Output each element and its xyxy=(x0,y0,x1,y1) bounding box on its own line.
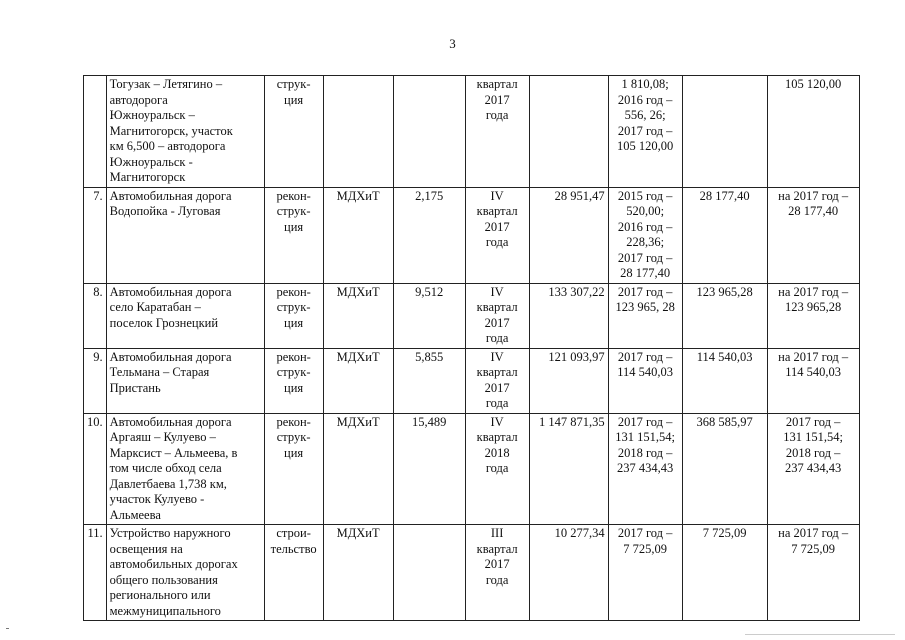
work-type-cell xyxy=(264,187,323,283)
length-km-cell xyxy=(393,413,465,525)
financing-by-year-line: 1 810,08; xyxy=(621,77,669,91)
completion-term-line: квартал xyxy=(476,430,518,444)
row-number: 9. xyxy=(93,349,103,364)
financing-volume-cell xyxy=(682,283,767,348)
planned-financing-line: на 2017 год – xyxy=(778,284,849,299)
work-type-line: струк- xyxy=(276,204,311,218)
object-name-cell xyxy=(106,76,264,188)
financing-volume: 114 540,03 xyxy=(696,349,753,364)
customer: МДХиТ xyxy=(336,414,380,429)
planned-financing-line: на 2017 год – xyxy=(778,188,849,203)
object-name-line: Тельмана – Старая xyxy=(109,365,210,379)
row-number: 7. xyxy=(93,188,103,203)
planned-financing-line: на 2017 год – xyxy=(778,526,849,540)
completion-term-line: квартал xyxy=(476,365,518,379)
work-type-line: струк- xyxy=(276,430,311,444)
financing-by-year-line: 237 434,43 xyxy=(617,461,674,475)
scan-mark xyxy=(745,634,895,635)
work-type-line: ция xyxy=(284,315,304,330)
object-name-line: Магнитогорск, участок xyxy=(109,123,233,138)
financing-volume-cell xyxy=(682,525,767,621)
completion-term-line: квартал xyxy=(476,541,518,556)
financing-by-year-cell xyxy=(608,76,682,188)
object-name-line: общего пользования xyxy=(109,572,218,587)
completion-term-line: года xyxy=(485,108,509,122)
row-number-cell xyxy=(84,413,107,525)
table-row xyxy=(84,348,860,413)
row-number: 10. xyxy=(87,414,103,429)
work-type-line: струк- xyxy=(276,300,311,314)
length-km: 5,855 xyxy=(415,349,444,364)
work-type-line: ция xyxy=(284,92,304,107)
planned-financing-cell xyxy=(767,348,859,413)
financing-volume-cell xyxy=(682,413,767,525)
table-row xyxy=(84,525,860,621)
financing-volume: 28 177,40 xyxy=(699,188,750,203)
customer-cell xyxy=(323,76,393,188)
object-name-cell xyxy=(106,283,264,348)
object-name-cell xyxy=(106,348,264,413)
completion-term-line: IV xyxy=(490,414,504,429)
financing-volume-cell xyxy=(682,187,767,283)
table-row xyxy=(84,283,860,348)
row-number-cell xyxy=(84,525,107,621)
planned-financing-cell xyxy=(767,76,859,188)
completion-term-cell xyxy=(465,187,529,283)
work-type-line: рекон- xyxy=(276,414,311,429)
estimated-cost: 133 307,22 xyxy=(548,284,605,299)
planned-financing-cell xyxy=(767,187,859,283)
estimated-cost-cell xyxy=(529,348,608,413)
objects-table xyxy=(83,75,860,621)
completion-term-line: квартал xyxy=(476,77,518,91)
completion-term-line: 2017 xyxy=(484,380,510,395)
completion-term-line: III xyxy=(490,526,504,540)
work-type-cell xyxy=(264,525,323,621)
object-name-line: Автомобильная дорога xyxy=(109,349,232,364)
financing-by-year-line: 2017 год – xyxy=(617,123,673,138)
object-name-cell xyxy=(106,413,264,525)
row-number-cell xyxy=(84,187,107,283)
object-name-line: Магнитогорск xyxy=(109,170,186,184)
object-name-line: том числе обход села xyxy=(109,461,222,475)
page-number: 3 xyxy=(449,36,456,51)
work-type-line: струк- xyxy=(276,77,311,91)
row-number-cell xyxy=(84,283,107,348)
financing-by-year-line: 2016 год – xyxy=(617,219,673,234)
length-km-cell xyxy=(393,187,465,283)
planned-financing-line: 123 965,28 xyxy=(785,300,842,314)
financing-volume-cell xyxy=(682,348,767,413)
work-type-line: ция xyxy=(284,219,304,234)
object-name-line: Пристань xyxy=(109,380,161,395)
estimated-cost-cell xyxy=(529,525,608,621)
customer: МДХиТ xyxy=(336,188,380,203)
object-name-line: Водопойка - Луговая xyxy=(109,204,221,218)
planned-financing-line: 28 177,40 xyxy=(788,204,839,218)
customer-cell xyxy=(323,187,393,283)
completion-term-line: IV xyxy=(490,188,504,203)
completion-term-line: 2017 xyxy=(484,315,510,330)
object-name-line: участок Кулуево - xyxy=(109,492,205,506)
length-km-cell xyxy=(393,283,465,348)
object-name-line: Автомобильная дорога xyxy=(109,414,232,429)
financing-by-year-line: 123 965, 28 xyxy=(615,300,675,314)
customer: МДХиТ xyxy=(336,284,380,299)
planned-financing-line: 105 120,00 xyxy=(785,77,842,91)
row-number-cell xyxy=(84,76,107,188)
work-type-line: рекон- xyxy=(276,349,311,364)
row-number-cell xyxy=(84,348,107,413)
estimated-cost: 1 147 871,35 xyxy=(539,414,605,429)
estimated-cost-cell xyxy=(529,187,608,283)
estimated-cost-cell xyxy=(529,76,608,188)
planned-financing-line: 114 540,03 xyxy=(785,365,842,379)
completion-term-line: IV xyxy=(490,284,504,299)
financing-volume-cell xyxy=(682,76,767,188)
planned-financing-line: 2018 год – xyxy=(785,445,841,460)
completion-term-line: квартал xyxy=(476,204,518,218)
planned-financing-line: 237 434,43 xyxy=(785,461,842,475)
financing-by-year-line: 2017 год – xyxy=(617,284,673,299)
row-number: 8. xyxy=(93,284,103,299)
financing-by-year-cell xyxy=(608,348,682,413)
work-type-cell xyxy=(264,348,323,413)
financing-by-year-line: 105 120,00 xyxy=(617,139,674,153)
object-name-line: Автомобильная дорога xyxy=(109,284,232,299)
work-type-line: рекон- xyxy=(276,188,311,203)
completion-term-line: года xyxy=(485,331,509,345)
financing-by-year-line: 2017 год – xyxy=(617,526,673,540)
object-name-line: межмуниципального xyxy=(109,603,221,618)
financing-by-year-line: 520,00; xyxy=(626,204,665,218)
customer: МДХиТ xyxy=(336,526,380,540)
object-name-line: Южноуральск – xyxy=(109,108,195,122)
planned-financing-line: 7 725,09 xyxy=(791,541,835,556)
financing-by-year-cell xyxy=(608,283,682,348)
estimated-cost-cell xyxy=(529,283,608,348)
completion-term-cell xyxy=(465,283,529,348)
financing-by-year-line: 2017 год – xyxy=(617,349,673,364)
completion-term-line: 2017 xyxy=(484,557,510,571)
object-name-cell xyxy=(106,525,264,621)
object-name-line: км 6,500 – автодорога xyxy=(109,139,226,153)
object-name-line: поселок Грознецкий xyxy=(109,315,219,330)
planned-financing-line: 131 151,54; xyxy=(783,430,843,444)
planned-financing-line: на 2017 год – xyxy=(778,349,849,364)
estimated-cost: 10 277,34 xyxy=(554,526,605,540)
completion-term-cell xyxy=(465,413,529,525)
financing-by-year-cell xyxy=(608,413,682,525)
financing-by-year-line: 114 540,03 xyxy=(617,365,674,379)
customer-cell xyxy=(323,348,393,413)
completion-term-line: года xyxy=(485,235,509,249)
planned-financing-cell xyxy=(767,525,859,621)
financing-volume: 368 585,97 xyxy=(696,414,753,429)
length-km: 2,175 xyxy=(415,188,444,203)
object-name-line: освещения на xyxy=(109,541,183,556)
estimated-cost: 121 093,97 xyxy=(548,349,605,364)
financing-by-year-line: 28 177,40 xyxy=(620,266,671,280)
financing-by-year-line: 2017 год – xyxy=(617,414,673,429)
row-number: 11. xyxy=(87,526,103,540)
work-type-line: струк- xyxy=(276,365,311,379)
table-row xyxy=(84,76,860,188)
financing-by-year-line: 131 151,54; xyxy=(615,430,675,444)
length-km: 9,512 xyxy=(415,284,444,299)
estimated-cost: 28 951,47 xyxy=(554,188,605,203)
work-type-cell xyxy=(264,76,323,188)
financing-by-year-line: 556, 26; xyxy=(624,108,666,122)
work-type-cell xyxy=(264,283,323,348)
object-name-line: Устройство наружного xyxy=(109,526,231,540)
financing-by-year-line: 2017 год – xyxy=(617,250,673,265)
object-name-line: Аргаяш – Кулуево – xyxy=(109,430,216,444)
object-name-cell xyxy=(106,187,264,283)
completion-term-line: года xyxy=(485,572,509,587)
completion-term-line: года xyxy=(485,396,509,410)
object-name-line: Тогузак – Летягино – xyxy=(109,77,223,91)
financing-by-year-line: 2016 год – xyxy=(617,92,673,107)
table-row xyxy=(84,187,860,283)
financing-by-year-line: 228,36; xyxy=(626,235,665,249)
financing-volume: 7 725,09 xyxy=(702,526,747,540)
object-name-line: Автомобильная дорога xyxy=(109,188,232,203)
object-name-line: Давлетбаева 1,738 км, xyxy=(109,476,227,491)
object-name-line: автодорога xyxy=(109,92,168,107)
completion-term-line: IV xyxy=(490,349,504,364)
financing-by-year-line: 2015 год – xyxy=(617,188,673,203)
object-name-line: автомобильных дорогах xyxy=(109,557,238,571)
completion-term-line: квартал xyxy=(476,300,518,314)
object-name-line: регионального или xyxy=(109,588,211,602)
work-type-line: ция xyxy=(284,445,304,460)
object-name-line: Южноуральск - xyxy=(109,154,193,169)
object-name-line: село Каратабан – xyxy=(109,300,201,314)
completion-term-line: 2017 xyxy=(484,92,510,107)
length-km-cell xyxy=(393,525,465,621)
object-name-line: Марксист – Альмеева, в xyxy=(109,445,238,460)
completion-term-cell xyxy=(465,348,529,413)
completion-term-line: года xyxy=(485,461,509,475)
estimated-cost-cell xyxy=(529,413,608,525)
scan-mark xyxy=(6,628,9,629)
work-type-line: рекон- xyxy=(276,284,311,299)
completion-term-cell xyxy=(465,525,529,621)
financing-by-year-cell xyxy=(608,525,682,621)
financing-by-year-line: 7 725,09 xyxy=(623,541,667,556)
planned-financing-cell xyxy=(767,283,859,348)
completion-term-line: 2017 xyxy=(484,219,510,234)
financing-by-year-cell xyxy=(608,187,682,283)
object-name-line: Альмеева xyxy=(109,507,161,522)
completion-term-cell xyxy=(465,76,529,188)
customer-cell xyxy=(323,525,393,621)
financing-volume: 123 965,28 xyxy=(696,284,753,299)
work-type-line: строи- xyxy=(276,526,311,540)
length-km-cell xyxy=(393,348,465,413)
financing-by-year-line: 2018 год – xyxy=(617,445,673,460)
customer: МДХиТ xyxy=(336,349,380,364)
table-row xyxy=(84,413,860,525)
work-type-cell xyxy=(264,413,323,525)
work-type-line: тельство xyxy=(270,541,317,556)
planned-financing-cell xyxy=(767,413,859,525)
planned-financing-line: 2017 год – xyxy=(785,414,841,429)
customer-cell xyxy=(323,413,393,525)
customer-cell xyxy=(323,283,393,348)
completion-term-line: 2018 xyxy=(484,445,510,460)
length-km-cell xyxy=(393,76,465,188)
work-type-line: ция xyxy=(284,380,304,395)
length-km: 15,489 xyxy=(411,414,447,429)
